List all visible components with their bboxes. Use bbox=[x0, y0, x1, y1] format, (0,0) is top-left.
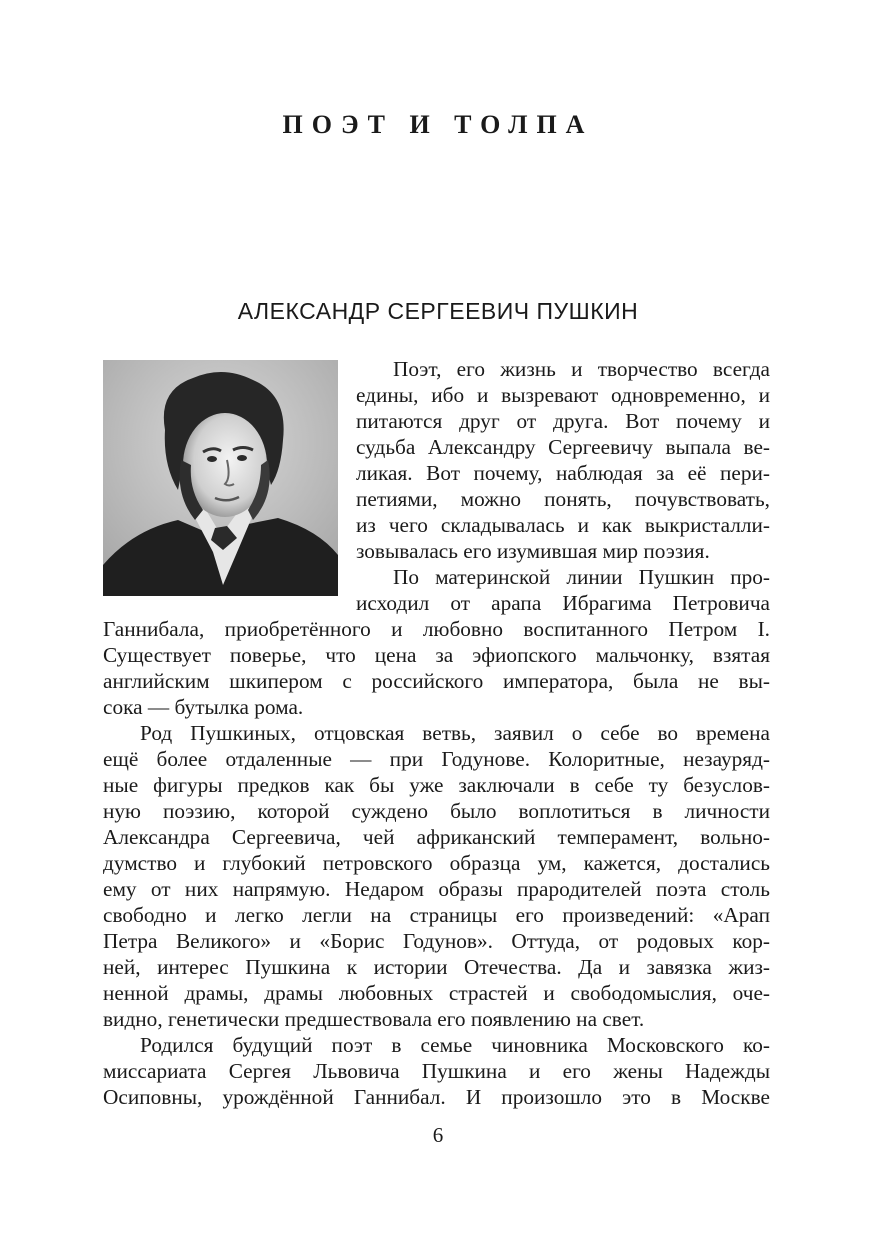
text-line: ненной драмы, драмы любовных страстей и свободомыслия, оче- bbox=[103, 981, 770, 1005]
text-line: видно, генетически предшествовала его появлению на свет. bbox=[103, 1007, 645, 1031]
text-line: зовывалась его изумившая мир поэзия. bbox=[356, 539, 710, 563]
chapter-title: ПОЭТ И ТОЛПА bbox=[282, 110, 594, 139]
text-line: ему от них напрямую. Недаром образы прародителей поэта столь bbox=[103, 877, 770, 901]
page-number: 6 bbox=[432, 1123, 444, 1147]
text-line: Осиповны, урождённой Ганнибал. И произошло это в Москве bbox=[103, 1085, 770, 1109]
text-line: свободно и легко легли на страницы его произведений: «Арап bbox=[103, 903, 770, 927]
text-line: ные фигуры предков как бы уже заключали в себе ту безуслов- bbox=[103, 773, 770, 797]
text-line: английским шкипером с российского императора, была не вы- bbox=[103, 669, 770, 693]
text-line: ней, интерес Пушкина к истории Отечества. Да и завязка жиз- bbox=[103, 955, 770, 979]
pushkin-portrait bbox=[103, 360, 338, 596]
text-line: сока — бутылка рома. bbox=[103, 695, 304, 719]
text-line: петиями, можно понять, почувствовать, bbox=[356, 487, 770, 511]
text-line: Ганнибала, приобретённого и любовно воспитанного Петром I. bbox=[103, 617, 770, 641]
text-line: ещё более отдаленные — при Годунове. Колоритные, незауряд- bbox=[103, 747, 770, 771]
text-line: миссариата Сергея Львовича Пушкина и его жены Надежды bbox=[103, 1059, 770, 1083]
text-line: питаются друг от друга. Вот почему и bbox=[356, 409, 770, 433]
text-line: Александра Сергеевича, чей африканский темперамент, вольно- bbox=[103, 825, 770, 849]
author-heading: АЛЕКСАНДР СЕРГЕЕВИЧ ПУШКИН bbox=[237, 298, 639, 324]
text-line: По материнской линии Пушкин про- bbox=[393, 565, 770, 589]
text-line: Родился будущий поэт в семье чиновника Московского ко- bbox=[140, 1033, 770, 1057]
text-line: Существует поверье, что цена за эфиопского мальчонку, взятая bbox=[103, 643, 770, 667]
text-line: Поэт, его жизнь и творчество всегда bbox=[393, 357, 770, 381]
text-line: ликая. Вот почему, наблюдая за её пери- bbox=[356, 461, 770, 485]
text-line: едины, ибо и вызревают одновременно, и bbox=[356, 383, 770, 407]
text-line: думство и глубокий петровского образца ум, кажется, достались bbox=[103, 851, 770, 875]
text-line: Род Пушкиных, отцовская ветвь, заявил о себе во времена bbox=[140, 721, 770, 745]
text-line: исходил от арапа Ибрагима Петровича bbox=[356, 591, 770, 615]
text-line: Петра Великого» и «Борис Годунов». Оттуда, от родовых кор- bbox=[103, 929, 770, 953]
text-line: из чего складывалась и как выкристалли- bbox=[356, 513, 770, 537]
text-line: ную поэзию, которой суждено было воплотиться в личности bbox=[103, 799, 770, 823]
text-line: судьба Александру Сергеевичу выпала ве- bbox=[356, 435, 770, 459]
